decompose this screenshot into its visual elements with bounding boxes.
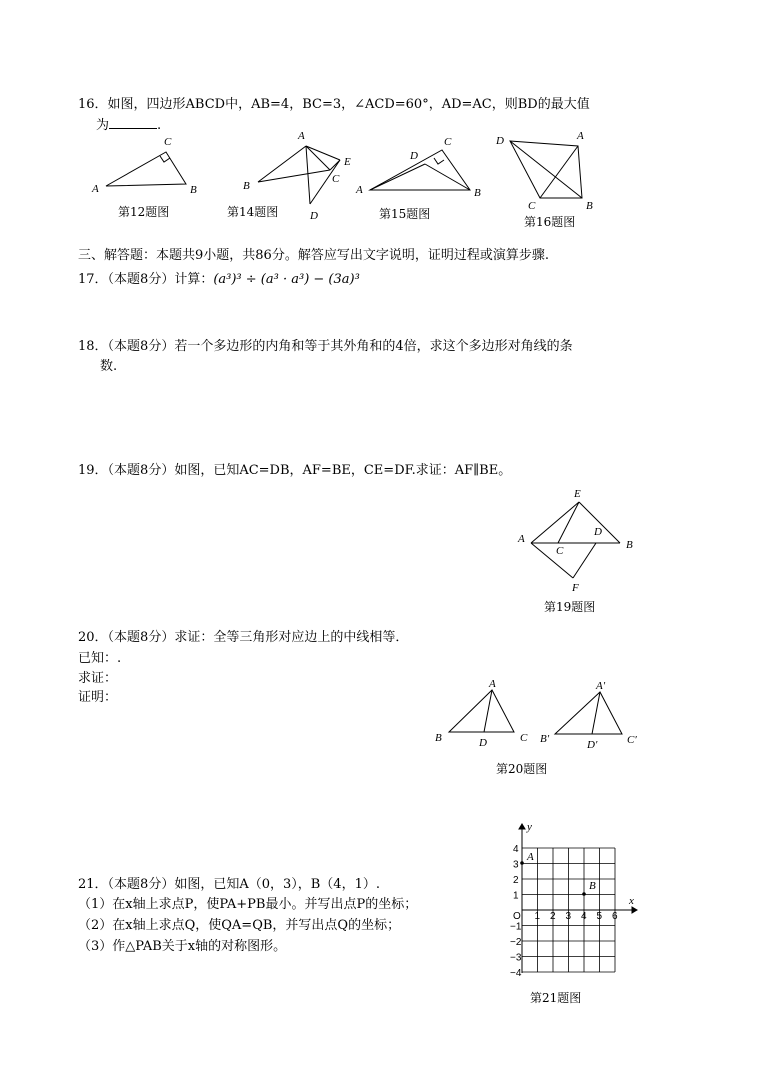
fig15-caption: 第15题图: [379, 207, 431, 221]
fig21-y-tick: 4: [513, 844, 519, 855]
fig12-caption: 第12题图: [118, 205, 170, 219]
fig21-y-arrow: [519, 824, 525, 829]
fig19-label-b: B: [626, 539, 633, 551]
fig14-label-d: D: [310, 210, 318, 222]
fig20-label-d-prime: D′: [587, 739, 598, 751]
fig15-label-d: D: [410, 150, 418, 162]
fig21-x-tick: 2: [550, 911, 556, 922]
fig15-label-b: B: [474, 187, 481, 199]
q17-text: 17．（本题8分）计算：: [78, 272, 214, 287]
fig21-y-tick: 1: [513, 890, 519, 902]
fig20-caption: 第20题图: [496, 762, 548, 776]
q20-known: 已知：.: [78, 651, 122, 666]
fig14-caption: 第14题图: [227, 205, 279, 219]
fig21-point-a: [520, 861, 524, 865]
fig21-label-y: y: [527, 821, 532, 833]
fig19-label-c: C: [556, 545, 564, 557]
q20-proof: 证明：: [78, 690, 118, 705]
fig14-label-c: C: [332, 173, 340, 185]
fig21-origin: O: [513, 911, 521, 922]
q20-prove: 求证：: [78, 671, 118, 686]
q21-line2: （1）在x轴上求点P，使PA+PB最小。并写出点P的坐标；: [78, 897, 418, 912]
fig16-label-d: D: [496, 135, 504, 147]
fig16-label-c: C: [528, 200, 536, 212]
fig20-label-a: A: [489, 678, 496, 690]
fig19-label-e: E: [574, 488, 581, 500]
fig19-label-a: A: [518, 533, 525, 545]
fig21-label-a: A: [527, 851, 534, 863]
fig20-label-b-prime: B′: [540, 733, 550, 745]
q16-line2: 为 .: [96, 118, 162, 133]
fig12-label-b: B: [190, 184, 197, 196]
fig20-label-c: C: [520, 732, 528, 744]
fig19-caption: 第19题图: [544, 600, 596, 614]
fig21-x-tick: 6: [612, 911, 618, 922]
fig14-label-e: E: [344, 156, 351, 168]
fig14-label-b: B: [243, 180, 250, 192]
q21-line3: （2）在x轴上求点Q，使QA=QB，并写出点Q的坐标；: [78, 918, 401, 933]
fig21-y-tick: −1: [510, 921, 522, 933]
fig21-label-x: x: [629, 895, 634, 907]
fig20-label-b: B: [435, 732, 442, 744]
fig15-label-a: A: [356, 184, 363, 196]
fig15-label-c: C: [444, 136, 452, 148]
q16-line1: 16．如图，四边形ABCD中，AB=4，BC=3，∠ACD=60°，AD=AC，则BD的最大值: [78, 97, 590, 112]
fig19-label-d: D: [594, 526, 602, 538]
fig20-label-c-prime: C′: [627, 734, 637, 746]
q20-text: 20．（本题8分）求证：全等三角形对应边上的中线相等．: [78, 630, 409, 645]
fig12-label-c: C: [164, 136, 172, 148]
q18-line1: 18．（本题8分）若一个多边形的内角和等于其外角和的4倍，求这个多边形对角线的条: [78, 339, 573, 354]
q18-line2: 数.: [100, 359, 118, 374]
fig21-y-tick: −4: [510, 968, 522, 979]
fig21-x-tick: 3: [565, 911, 572, 922]
fig21-x-arrow: [632, 907, 637, 913]
fig16-label-a: A: [577, 130, 584, 142]
fig16-caption: 第16题图: [524, 215, 576, 229]
fig21-y-tick: −2: [510, 937, 522, 948]
fig21-x-tick: 1: [534, 911, 541, 922]
fig20-label-d: D: [479, 737, 487, 749]
q21-line1: 21．（本题8分）如图，已知A（0，3），B（4，1）.: [78, 877, 380, 892]
q19-text: 19．（本题8分）如图，已知AC=DB，AF=BE，CE=DF.求证：AF∥BE。: [78, 463, 512, 478]
fig21-x-tick: 5: [596, 911, 603, 922]
fig21-y-tick: 2: [513, 875, 519, 886]
fig20-label-a-prime: A′: [596, 680, 606, 692]
fig21-y-tick: −3: [510, 952, 522, 964]
fig14-label-a: A: [298, 130, 305, 142]
fig21-point-b: [582, 892, 586, 896]
fig19-label-f: F: [572, 582, 579, 594]
fig16-label-b: B: [586, 200, 593, 212]
q17-formula: (a³)³ ÷ (a³ · a³) − (3a)³: [213, 272, 360, 287]
section3-heading: 三、解答题：本题共9小题，共86分。解答应写出文字说明，证明过程或演算步骤.: [78, 248, 549, 263]
q21-line4: （3）作△PAB关于x轴的对称图形。: [78, 939, 287, 954]
fig21-x-tick: 4: [581, 911, 587, 922]
fig21-y-tick: 3: [513, 859, 519, 871]
fig21-caption: 第21题图: [530, 991, 582, 1005]
fig21-label-b: B: [589, 880, 596, 892]
fig12-label-a: A: [92, 183, 99, 195]
